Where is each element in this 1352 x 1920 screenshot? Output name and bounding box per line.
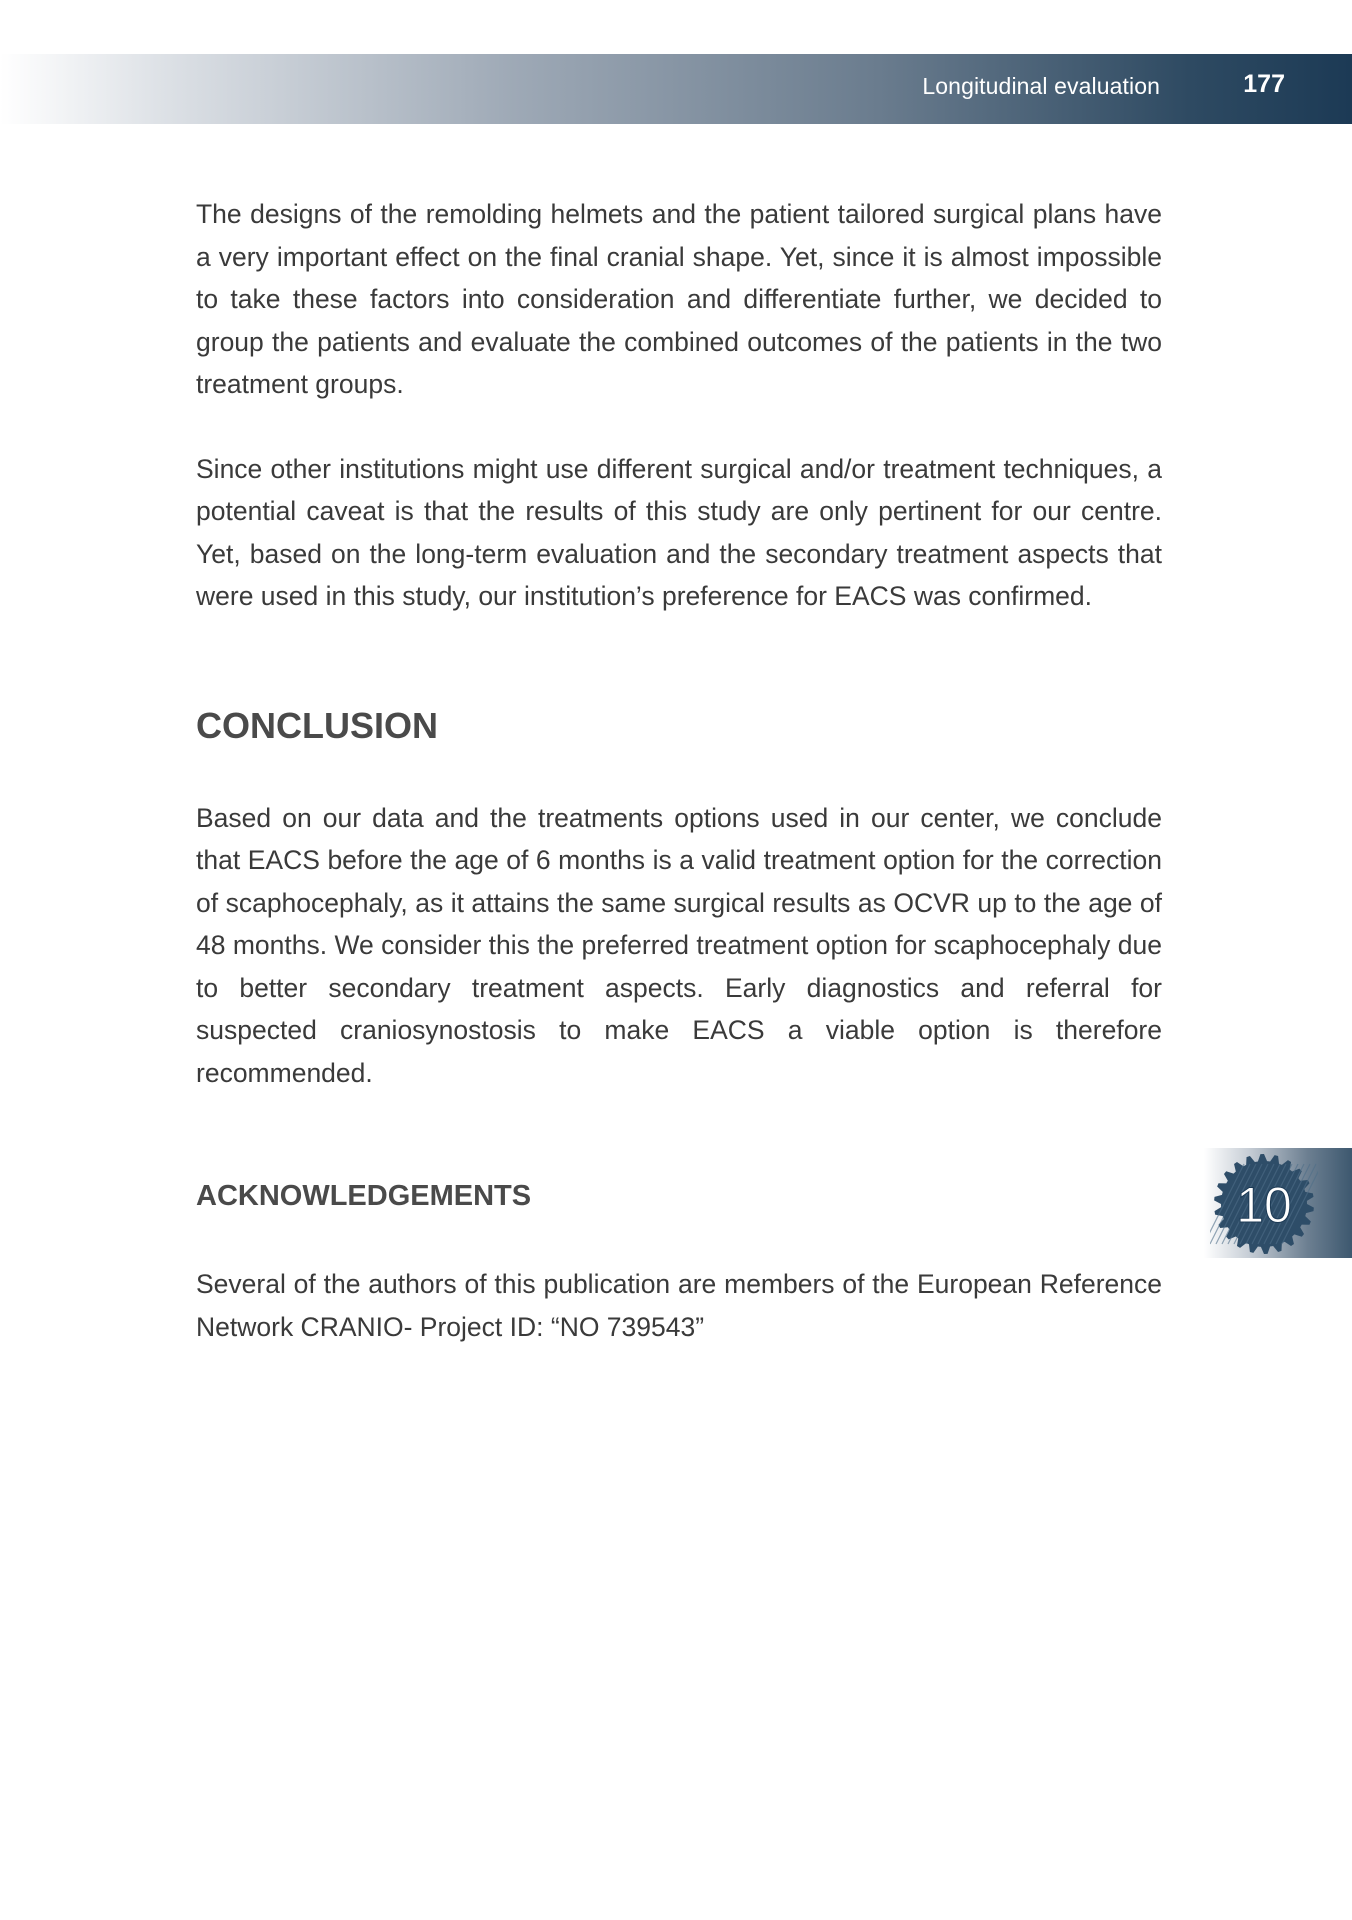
- running-title: Longitudinal evaluation: [922, 73, 1160, 99]
- body-paragraph-1: The designs of the remolding helmets and the patient tailored surgical plans have a very important effect on the final cranial shape. Yet, since it is almost impossible to take these factors into consideration and differentiate further, we decided to group the patients and evaluate the combined outcomes of the patients in the two treatment groups.: [196, 199, 1162, 399]
- acknowledgements-paragraph: Several of the authors of this publication are members of the European Reference Network CRANIO- Project ID: “NO 739543”: [196, 1269, 1162, 1342]
- page-body: [196, 193, 1162, 1348]
- page-number: 177: [1243, 70, 1285, 98]
- running-header: [0, 54, 1352, 124]
- acknowledgements-heading: ACKNOWLEDGEMENTS: [196, 1180, 532, 1212]
- chapter-number: 10: [1236, 1177, 1292, 1233]
- conclusion-heading: CONCLUSION: [196, 704, 438, 746]
- conclusion-paragraph: Based on our data and the treatments options used in our center, we conclude that EACS before the age of 6 months is a valid treatment option for the correction of scaphocephaly, as it attains the same surgical results as OCVR up to the age of 48 months. We consider this the preferred treatment option for scaphocephaly due to better secondary treatment aspects. Early diagnostics and referral for suspected craniosynostosis to make EACS a viable option is therefore recommended.: [196, 802, 1162, 1088]
- chapter-badge: [1210, 1150, 1318, 1258]
- gear-icon: [1210, 1150, 1318, 1258]
- body-paragraph-2: Since other institutions might use different surgical and/or treatment techniques, a potential caveat is that the results of this study are only pertinent for our centre. Yet, based on the long-term evaluation and the secondary treatment aspects that were used in this study, our institution’s preference for EACS was confirmed.: [196, 453, 1162, 611]
